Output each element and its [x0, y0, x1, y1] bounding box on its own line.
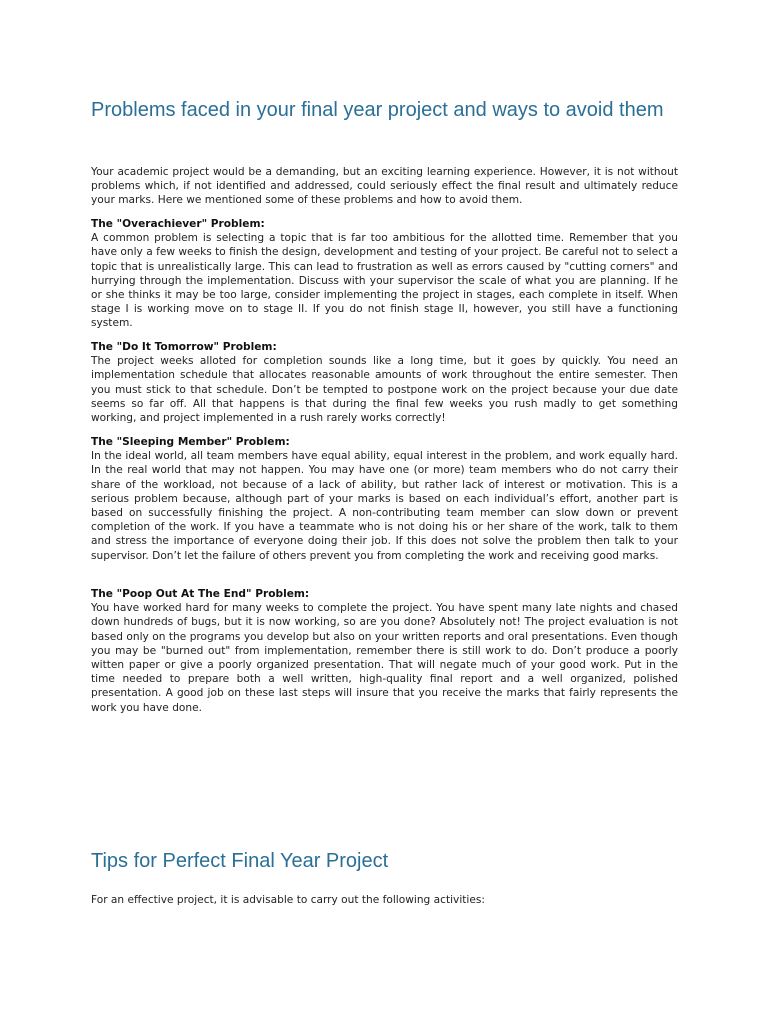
section-title: The "Poop Out At The End" Problem:	[91, 588, 310, 600]
section-title: The "Sleeping Member" Problem:	[91, 436, 290, 448]
section-body: In the ideal world, all team members have equal ability, equal interest in the problem, and work equally hard. In the real world that may not happen. You may have one (or more) team members who do not carry their share of the workload, not because of a lack of ability, but rather lack of interest or motivation. This is a serious problem because, although part of your marks is based on each individual’s effort, another part is based on successfully finishing the project. A non-contributing team member can slow down or prevent completion of the work. If you have a teammate who is not doing his or her share of the work, talk to them and stress the importance of everyone doing their job. If this does not solve the problem then talk to your supervisor. Don’t let the failure of others prevent you from completing the work and receiving good marks.	[91, 450, 678, 562]
section-poop-out-at-the-end	[91, 587, 678, 715]
section-body: You have worked hard for many weeks to complete the project. You have spent many late nights and chased down hundreds of bugs, but it is now working, so are you done? Absolutely not! The project evaluation is not based only on the programs you develop but also on your written reports and oral presentations. Even though you may be "burned out" from implementation, remember there is still work to do. Don’t produce a poorly witten paper or give a poorly organized presentation. That will negate much of your good work. Put in the time needed to prepare both a well written, high-quality final report and a well organized, polished presentation. A good job on these last steps will insure that you receive the marks that fairly represents the work you have done.	[91, 602, 678, 714]
document-title: Problems faced in your final year project and ways to avoid them	[91, 99, 664, 121]
tips-heading: Tips for Perfect Final Year Project	[91, 850, 389, 872]
section-body: A common problem is selecting a topic that is far too ambitious for the allotted time. Remember that you have only a few weeks to finish the design, development and testing of your project. Be careful not to select a topic that is unrealistically large. This can lead to frustration as well as errors caused by "cutting corners" and hurrying through the implementation. Discuss with your supervisor the scale of what you are planning. If he or she thinks it may be too large, consider implementing the project in stages, each complete in itself. When stage I is working move on to stage II. If you do not finish stage II, however, you still have a functioning system.	[91, 232, 678, 330]
section-overachiever	[91, 217, 678, 331]
section-do-it-tomorrow	[91, 340, 678, 425]
section-title: The "Do It Tomorrow" Problem:	[91, 341, 277, 353]
section-sleeping-member	[91, 435, 678, 563]
intro-paragraph: Your academic project would be a demanding, but an exciting learning experience. However, it is not without problems which, if not identified and addressed, could seriously effect the final result and ultimately reduce your marks. Here we mentioned some of these problems and how to avoid them.	[91, 166, 678, 207]
section-body: The project weeks alloted for completion sounds like a long time, but it goes by quickly. You need an implementation schedule that allocates reasonable amounts of work throughout the entire semester. Then you must stick to that schedule. Don’t be tempted to postpone work on the project because your due date seems so far off. All that happens is that during the final few weeks you rush madly to get something working, and project implemented in a rush rarely works correctly!	[91, 355, 678, 425]
section-title: The "Overachiever" Problem:	[91, 218, 265, 230]
tips-intro-paragraph: For an effective project, it is advisable to carry out the following activities:	[91, 894, 485, 906]
